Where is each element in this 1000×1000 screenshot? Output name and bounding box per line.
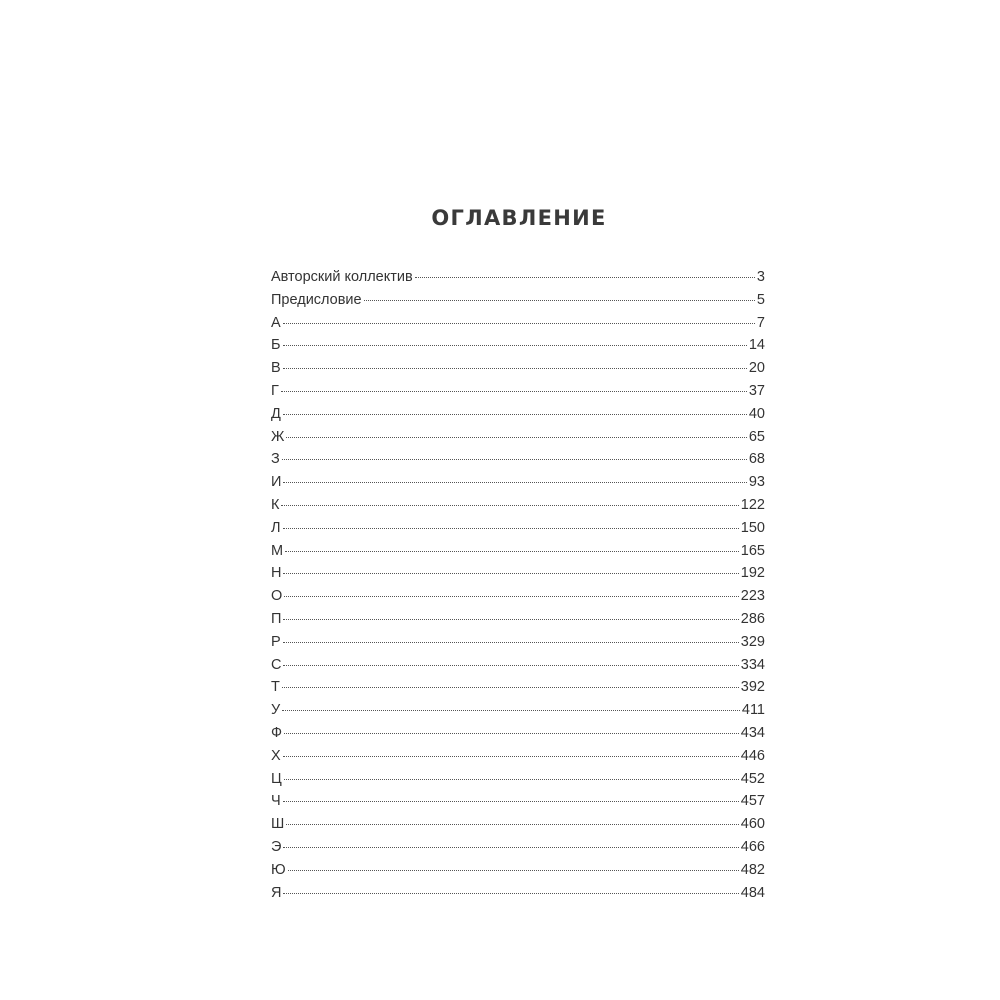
dot-leader xyxy=(286,437,746,438)
toc-entry-label: А xyxy=(271,314,281,331)
toc-entry-label: Л xyxy=(271,519,281,536)
toc-entry-label: Предисловие xyxy=(271,291,362,308)
toc-entry-label: К xyxy=(271,496,280,513)
toc-entry-label: З xyxy=(271,451,280,468)
dot-leader xyxy=(284,779,739,780)
toc-entry-label: Д xyxy=(271,405,281,422)
dot-leader xyxy=(283,414,747,415)
toc-entry xyxy=(271,289,765,312)
toc-entry-page-number: 65 xyxy=(748,428,765,445)
toc-entry-label: О xyxy=(271,588,283,605)
toc-entry-label: И xyxy=(271,474,282,491)
toc-entry-page-number: 93 xyxy=(748,474,765,491)
toc-entry xyxy=(271,266,765,289)
toc-entry-label: Авторский коллектив xyxy=(271,269,413,285)
toc-entry-label: С xyxy=(271,656,282,673)
toc-entry xyxy=(271,494,765,517)
toc-entry-page-number: 466 xyxy=(740,838,765,855)
toc-entry-label: Ш xyxy=(271,816,285,833)
toc-entry xyxy=(271,357,765,380)
toc-entry xyxy=(271,676,765,699)
toc-entry-label: Г xyxy=(271,382,279,399)
toc-entry-label: Х xyxy=(271,747,281,764)
toc-entry-label: Ю xyxy=(271,861,286,878)
toc-entry-label: М xyxy=(271,542,284,559)
toc-entry xyxy=(271,312,765,335)
toc-entry-page-number: 7 xyxy=(756,314,765,331)
toc-entry xyxy=(271,334,765,357)
table-of-contents xyxy=(271,266,765,904)
toc-entry-page-number: 40 xyxy=(748,405,765,422)
toc-entry-label: Р xyxy=(271,633,281,650)
toc-entry xyxy=(271,448,765,471)
toc-entry-label: Н xyxy=(271,565,282,582)
toc-entry-page-number: 3 xyxy=(756,269,765,285)
toc-entry-page-number: 223 xyxy=(740,588,765,605)
toc-entry-label: Ф xyxy=(271,724,283,741)
dot-leader xyxy=(283,528,739,529)
dot-leader xyxy=(283,801,739,802)
toc-entry-page-number: 411 xyxy=(741,702,765,719)
dot-leader xyxy=(282,710,740,711)
dot-leader xyxy=(281,391,747,392)
toc-entry xyxy=(271,654,765,677)
toc-entry-label: Я xyxy=(271,884,282,901)
toc-entry-page-number: 5 xyxy=(756,291,765,308)
toc-entry-page-number: 334 xyxy=(740,656,765,673)
toc-entry-label: Ж xyxy=(271,428,285,445)
toc-entry xyxy=(271,426,765,449)
dot-leader xyxy=(282,687,739,688)
dot-leader xyxy=(286,824,739,825)
dot-leader xyxy=(283,847,738,848)
toc-entry xyxy=(271,540,765,563)
toc-entry-page-number: 452 xyxy=(740,770,765,787)
toc-entry-label: В xyxy=(271,360,281,377)
toc-entry-page-number: 286 xyxy=(740,610,765,627)
toc-entry-label: Ч xyxy=(271,793,281,810)
toc-entry-page-number: 165 xyxy=(740,542,765,559)
toc-entry xyxy=(271,608,765,631)
toc-entry xyxy=(271,745,765,768)
toc-entry-page-number: 484 xyxy=(740,884,765,901)
dot-leader xyxy=(285,551,739,552)
dot-leader xyxy=(283,756,739,757)
dot-leader xyxy=(283,323,755,324)
page-title: ОГЛАВЛЕНИЕ xyxy=(431,206,607,230)
toc-entry-page-number: 150 xyxy=(740,519,765,536)
toc-entry-page-number: 37 xyxy=(748,382,765,399)
dot-leader xyxy=(284,733,739,734)
toc-entry-page-number: 446 xyxy=(740,747,765,764)
toc-entry-page-number: 329 xyxy=(740,633,765,650)
toc-entry xyxy=(271,790,765,813)
toc-entry-label: Э xyxy=(271,838,282,855)
toc-entry xyxy=(271,471,765,494)
dot-leader xyxy=(283,893,738,894)
toc-entry xyxy=(271,403,765,426)
toc-entry-page-number: 14 xyxy=(748,337,765,354)
toc-entry-page-number: 20 xyxy=(748,360,765,377)
toc-entry-page-number: 482 xyxy=(740,861,765,878)
toc-entry-label: Б xyxy=(271,337,281,354)
toc-entry-page-number: 460 xyxy=(740,816,765,833)
dot-leader xyxy=(283,368,747,369)
dot-leader xyxy=(283,345,747,346)
toc-entry xyxy=(271,585,765,608)
toc-entry xyxy=(271,836,765,859)
dot-leader xyxy=(283,642,739,643)
toc-entry-page-number: 392 xyxy=(740,679,765,696)
toc-entry xyxy=(271,768,765,791)
dot-leader xyxy=(283,619,738,620)
toc-entry-page-number: 434 xyxy=(740,724,765,741)
toc-entry xyxy=(271,722,765,745)
dot-leader xyxy=(284,596,739,597)
toc-entry xyxy=(271,859,765,882)
toc-entry-page-number: 68 xyxy=(748,451,765,468)
toc-entry xyxy=(271,813,765,836)
toc-entry-label: Т xyxy=(271,679,280,696)
dot-leader xyxy=(364,300,755,301)
toc-entry-page-number: 122 xyxy=(740,496,765,513)
dot-leader xyxy=(283,482,746,483)
dot-leader xyxy=(282,459,747,460)
dot-leader xyxy=(283,573,738,574)
toc-entry-page-number: 192 xyxy=(740,565,765,582)
toc-entry xyxy=(271,699,765,722)
toc-entry-label: П xyxy=(271,610,282,627)
toc-entry xyxy=(271,631,765,654)
toc-entry xyxy=(271,882,765,905)
toc-entry-label: У xyxy=(271,702,281,719)
toc-entry xyxy=(271,517,765,540)
toc-entry xyxy=(271,380,765,403)
toc-entry-page-number: 457 xyxy=(740,793,765,810)
dot-leader xyxy=(283,665,738,666)
toc-entry-label: Ц xyxy=(271,770,282,787)
dot-leader xyxy=(415,277,755,278)
dot-leader xyxy=(281,505,738,506)
toc-entry xyxy=(271,562,765,585)
dot-leader xyxy=(288,870,739,871)
